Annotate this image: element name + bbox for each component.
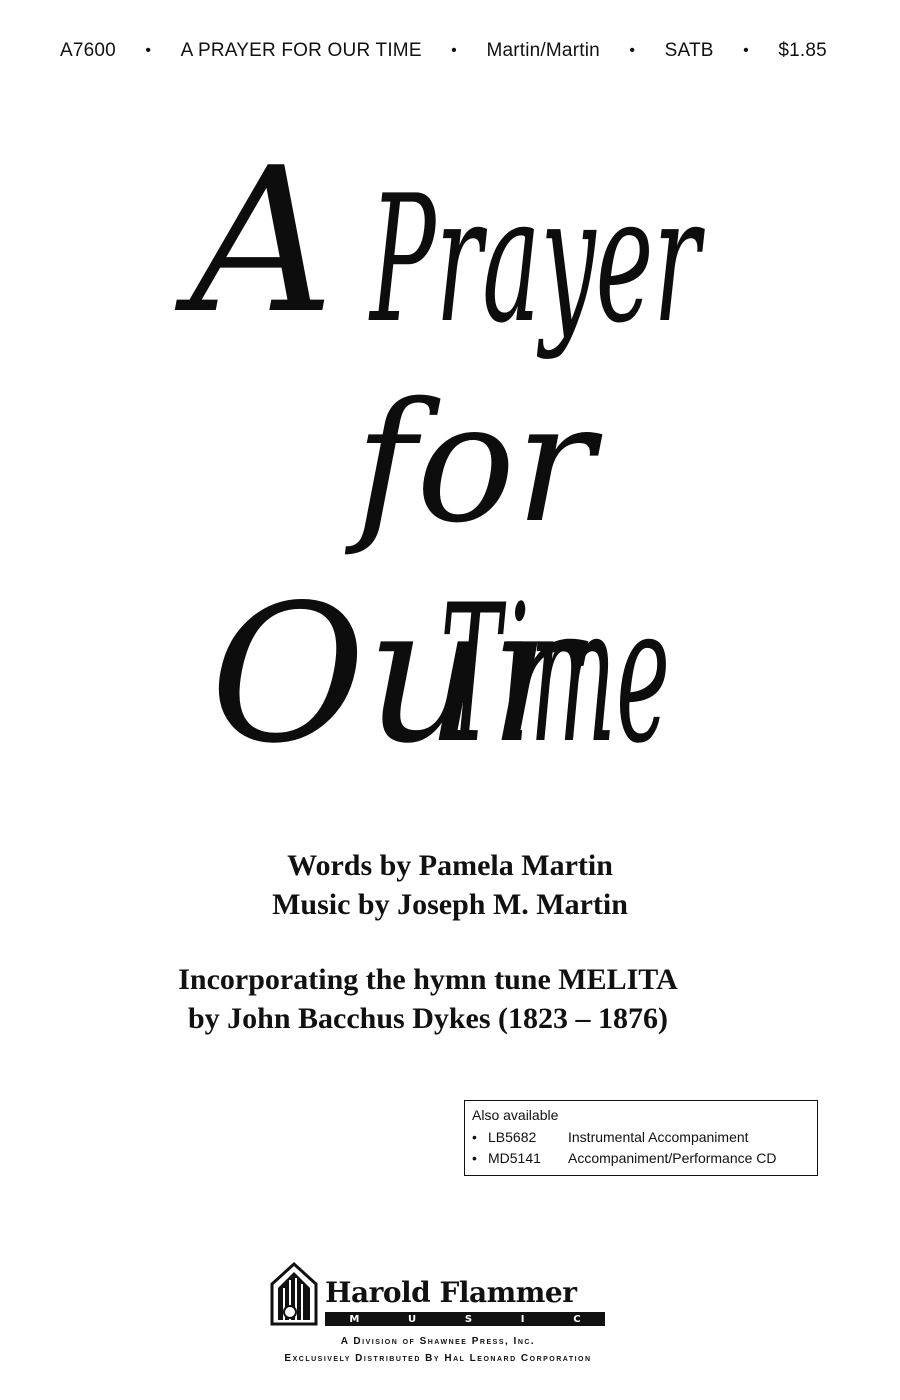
separator-dot: •: [145, 42, 152, 59]
bar-letter: S: [464, 1313, 473, 1325]
bar-letter: U: [408, 1313, 417, 1325]
hymn-tune-line2: by John Bacchus Dykes (1823 – 1876): [187, 1002, 669, 1035]
product-code: LB5682: [488, 1129, 537, 1145]
header-price: $1.85: [778, 40, 827, 61]
cover-title: [150, 100, 750, 780]
list-item: [472, 1148, 817, 1169]
header-authors: Martin/Martin: [486, 40, 600, 61]
organ-pipe-icon: [270, 1262, 320, 1326]
product-description: Accompaniment/Performance CD: [568, 1150, 777, 1166]
hymn-tune-note: [0, 960, 856, 1038]
bar-letter: C: [573, 1313, 581, 1325]
separator-dot: •: [451, 42, 457, 59]
words-credit: Words by Pamela Martin: [287, 849, 613, 882]
product-code: MD5141: [488, 1150, 541, 1166]
also-available-box: [464, 1100, 818, 1176]
credits: [0, 846, 900, 924]
title-word-for: for: [355, 367, 595, 559]
hymn-tune-line1: Incorporating the hymn tune MELITA: [178, 963, 678, 996]
list-item: [472, 1127, 817, 1148]
publisher-name: Harold Flammer: [325, 1276, 577, 1309]
music-credit: Music by Joseph M. Martin: [272, 888, 628, 921]
bar-letter: I: [520, 1313, 525, 1325]
bullet-icon: •: [472, 1150, 477, 1166]
separator-dot: •: [629, 42, 636, 59]
separator-dot: •: [743, 42, 749, 59]
header-voicing: SATB: [664, 40, 714, 61]
bar-letter: M: [349, 1313, 360, 1325]
distribution-line: Exclusively Distributed By Hal Leonard Corporation: [284, 1353, 592, 1364]
publisher-logo: [270, 1262, 610, 1324]
bullet-icon: •: [472, 1129, 477, 1145]
catalog-number: A7600: [60, 40, 116, 61]
header-line: [60, 38, 827, 64]
title-word-a: A: [190, 125, 335, 358]
title-word-prayer: Prayer: [368, 159, 706, 362]
also-available-heading: Also available: [472, 1107, 559, 1123]
publisher-info: [0, 1333, 876, 1367]
title-word-our: Our: [210, 564, 579, 780]
title-word-time: Time: [440, 564, 670, 780]
publisher-music-bar: [325, 1312, 605, 1326]
product-description: Instrumental Accompaniment: [568, 1129, 749, 1145]
division-line: A Division of Shawnee Press, Inc.: [340, 1336, 536, 1347]
header-title: A PRAYER FOR OUR TIME: [180, 40, 422, 61]
